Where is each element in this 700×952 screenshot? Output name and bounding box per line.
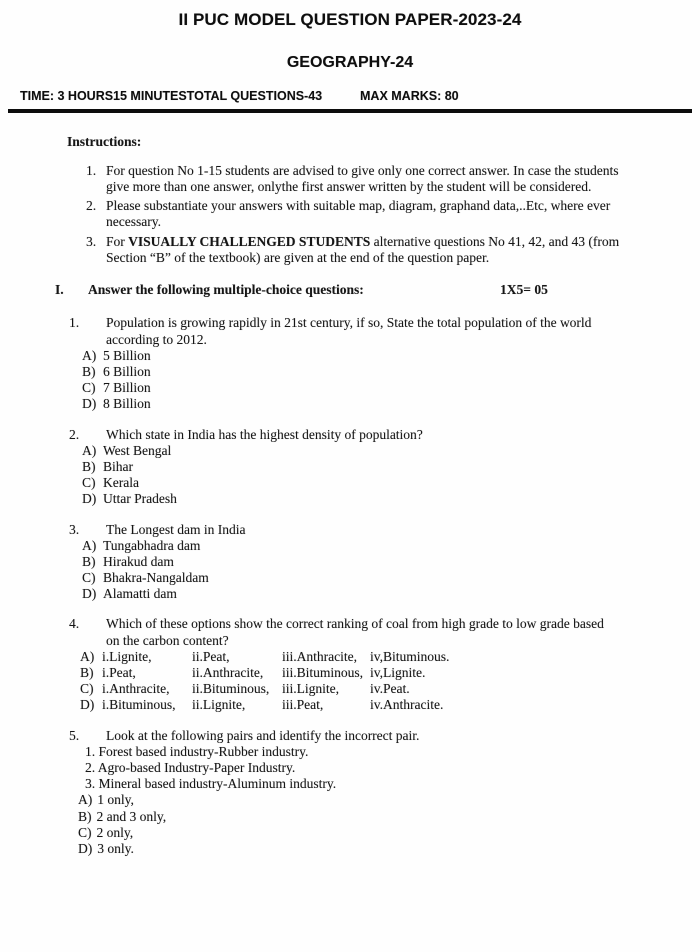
option-label: A) <box>82 442 97 458</box>
instruction-number: 1. <box>86 162 97 178</box>
option-row <box>82 396 700 412</box>
pair-list <box>85 744 700 793</box>
option-cell: iv.Anthracite. <box>370 697 444 713</box>
divider <box>8 109 692 113</box>
question-head <box>69 427 700 443</box>
option-row <box>82 443 700 459</box>
section-heading-row <box>55 282 700 298</box>
instruction-number: 3. <box>86 233 97 249</box>
question-text: Which of these options show the correct ranking of coal from high grade to low grade based on the carbon content? <box>106 616 604 648</box>
option-cell: iv,Bituminous. <box>370 648 450 664</box>
option-row <box>80 697 700 713</box>
options-list <box>82 348 700 413</box>
subject-title: GEOGRAPHY-24 <box>286 54 414 71</box>
option-row <box>82 570 700 586</box>
option-cell: iv.Peat. <box>370 681 410 697</box>
option-cell: i.Peat, <box>102 665 136 681</box>
instruction-text <box>106 234 630 267</box>
question-head <box>69 522 700 538</box>
option-row <box>82 491 700 507</box>
option-row <box>80 649 700 665</box>
instruction-text-suffix: alternative questions No 41, 42, and 43 (from Section “B” of the textbook) are given at the end of the question paper. <box>106 233 620 266</box>
question-number: 2. <box>69 426 80 442</box>
option-cell: iv,Lignite. <box>370 665 426 681</box>
option-label: D) <box>80 697 95 713</box>
section-numeral: I. <box>55 282 64 298</box>
time-and-total-questions: TIME: 3 HOURS15 MINUTESTOTAL QUESTIONS-43 <box>20 89 323 103</box>
question-1 <box>0 315 700 412</box>
option-label: C) <box>78 824 92 840</box>
pair-item: 3. Mineral based industry-Aluminum industry. <box>85 776 337 792</box>
option-text: Kerala <box>103 475 139 491</box>
question-number: 3. <box>69 521 80 537</box>
option-row <box>82 459 700 475</box>
option-cell: ii.Lignite, <box>192 697 246 713</box>
option-row <box>80 665 700 681</box>
instruction-item <box>86 198 700 231</box>
instruction-number: 2. <box>86 198 97 214</box>
option-row <box>82 538 700 554</box>
option-row <box>82 586 700 602</box>
option-row <box>82 380 700 396</box>
option-label: D) <box>78 840 93 856</box>
option-label: D) <box>82 491 97 507</box>
question-text: Which state in India has the highest density of population? <box>106 426 423 442</box>
option-label: B) <box>80 665 94 681</box>
option-label: A) <box>82 347 97 363</box>
option-label: C) <box>82 570 96 586</box>
pair-item: 1. Forest based industry-Rubber industry. <box>85 743 309 759</box>
option-row <box>82 475 700 491</box>
instruction-text-prefix: For <box>106 233 129 249</box>
option-cell: iii.Lignite, <box>282 681 339 697</box>
option-label: C) <box>80 681 94 697</box>
question-text: The Longest dam in India <box>106 521 246 537</box>
options-list <box>80 649 700 714</box>
option-text: West Bengal <box>103 442 172 458</box>
options-list <box>82 538 700 603</box>
option-label: B) <box>82 458 96 474</box>
option-label: D) <box>82 586 97 602</box>
option-row <box>82 554 700 570</box>
option-label: B) <box>82 364 96 380</box>
question-2 <box>0 427 700 508</box>
question-3 <box>0 522 700 603</box>
max-marks: MAX MARKS: 80 <box>360 89 459 103</box>
option-text: 8 Billion <box>103 396 151 412</box>
option-text: Tungabhadra dam <box>103 537 201 553</box>
option-cell: ii.Peat, <box>192 648 230 664</box>
options-list <box>82 443 700 508</box>
question-text: Population is growing rapidly in 21st century, if so, State the total population of the world according to 2012. <box>106 315 592 347</box>
option-label: B) <box>78 808 92 824</box>
question-number: 5. <box>69 727 80 743</box>
option-text: 7 Billion <box>103 380 151 396</box>
option-cell: ii.Bituminous, <box>192 681 270 697</box>
option-text: 1 only, <box>97 792 134 808</box>
option-label: B) <box>82 553 96 569</box>
option-row <box>80 681 700 697</box>
option-text: 3 only. <box>97 840 134 856</box>
option-row <box>82 364 700 380</box>
instructions-section <box>0 134 700 267</box>
option-label: A) <box>80 648 95 664</box>
question-4 <box>0 616 700 713</box>
section-marks: 1X5= 05 <box>500 282 548 298</box>
option-text: 5 Billion <box>103 347 151 363</box>
option-text: Hirakud dam <box>103 553 174 569</box>
instruction-item <box>86 163 700 196</box>
option-cell: iii.Bituminous, <box>282 665 364 681</box>
section-heading: Answer the following multiple-choice questions: <box>88 282 364 298</box>
instruction-text-bold: VISUALLY CHALLENGED STUDENTS <box>128 233 371 249</box>
option-label: A) <box>82 537 97 553</box>
option-text: Alamatti dam <box>103 586 177 602</box>
question-number: 1. <box>69 315 80 331</box>
page-title: II PUC MODEL QUESTION PAPER-2023-24 <box>178 10 522 29</box>
option-cell: ii.Anthracite, <box>192 665 264 681</box>
option-row <box>82 348 700 364</box>
option-cell: i.Anthracite, <box>102 681 170 697</box>
question-text: Look at the following pairs and identify the incorrect pair. <box>106 727 420 743</box>
option-text: 6 Billion <box>103 364 151 380</box>
option-cell: i.Bituminous, <box>102 697 176 713</box>
option-cell: iii.Peat, <box>282 697 324 713</box>
questions-list <box>0 315 700 857</box>
option-row <box>78 792 700 808</box>
question-head <box>69 315 700 347</box>
question-head <box>69 616 700 648</box>
question-5 <box>0 728 700 858</box>
option-row <box>78 825 700 841</box>
option-label: C) <box>82 475 96 491</box>
instructions-heading: Instructions: <box>67 133 142 149</box>
exam-meta-row <box>0 89 700 104</box>
option-text: Bihar <box>103 458 133 474</box>
instructions-list <box>0 163 700 267</box>
option-label: A) <box>78 792 93 808</box>
question-head <box>69 728 700 744</box>
option-label: C) <box>82 380 96 396</box>
option-text: Bhakra-Nangaldam <box>103 570 209 586</box>
option-label: D) <box>82 396 97 412</box>
pair-item: 2. Agro-based Industry-Paper Industry. <box>85 759 296 775</box>
option-cell: i.Lignite, <box>102 648 152 664</box>
instruction-item <box>86 234 700 267</box>
options-list <box>78 792 700 857</box>
option-cell: iii.Anthracite, <box>282 648 357 664</box>
option-text: Uttar Pradesh <box>103 491 177 507</box>
option-text: 2 only, <box>96 824 134 840</box>
option-text: 2 and 3 only, <box>96 808 167 824</box>
question-number: 4. <box>69 616 80 632</box>
option-row <box>78 841 700 857</box>
instruction-text: For question No 1-15 students are advised to give only one correct answer. In case the students give more than one answer, onlythe first answer written by the student will be considered. <box>106 162 619 194</box>
option-row <box>78 809 700 825</box>
instruction-text: Please substantiate your answers with suitable map, diagram, graphand data,..Etc, where ever necessary. <box>106 198 611 230</box>
